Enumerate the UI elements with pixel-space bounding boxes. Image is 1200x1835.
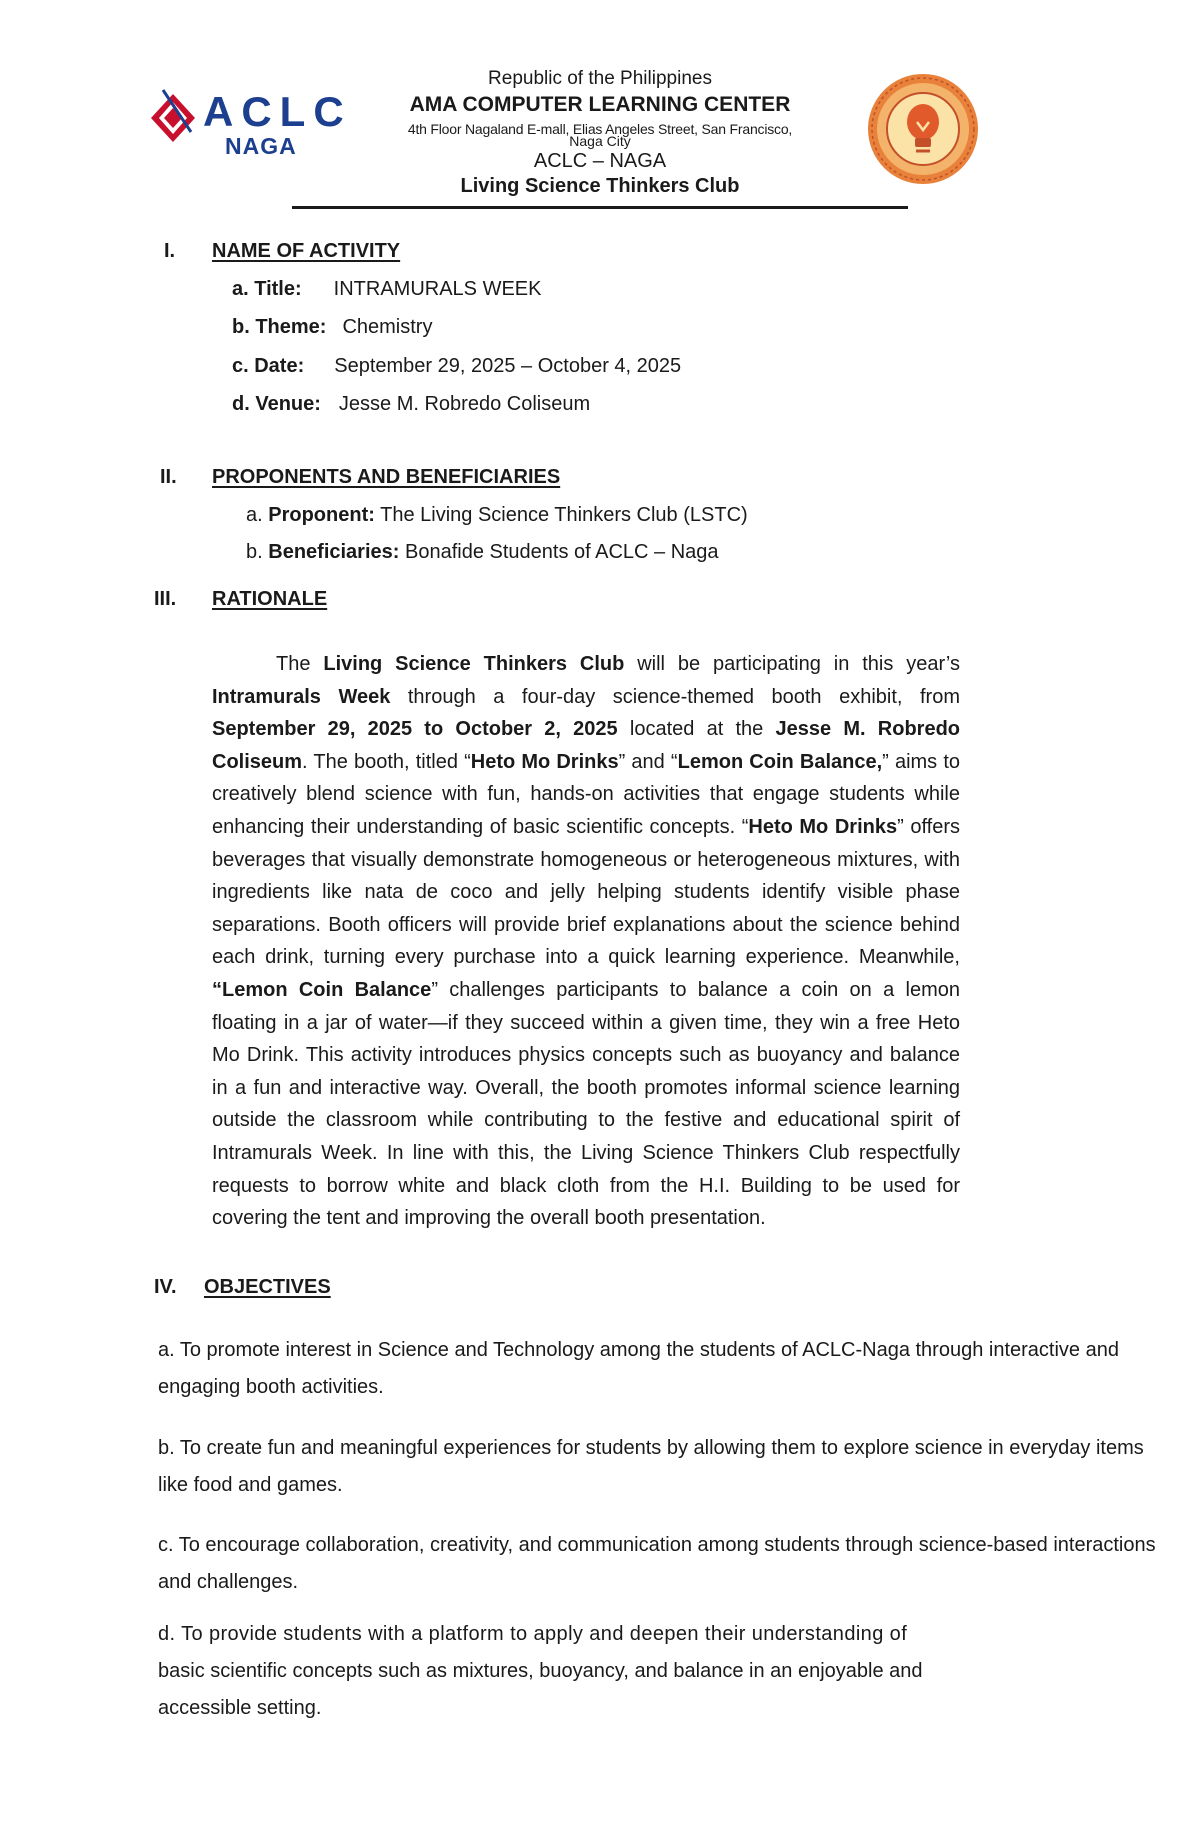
objective-c: c. To encourage collaboration, creativity, and communication among students through science-based interactions and challenges. bbox=[158, 1534, 1156, 1593]
activity-venue-value: Jesse M. Robredo Coliseum bbox=[338, 393, 591, 415]
beneficiaries-row bbox=[246, 541, 719, 564]
rationale-run: through a four-day science-themed booth exhibit, from bbox=[390, 685, 960, 708]
proponent-prefix: a. bbox=[246, 504, 269, 526]
activity-venue-label: d. Venue: bbox=[232, 393, 321, 415]
section-3-number: III. bbox=[154, 588, 177, 610]
section-1-title: NAME OF ACTIVITY bbox=[212, 240, 401, 262]
rationale-run: ” offers beverages that visually demonstrate homogeneous or heterogeneous mixtures, with ingredients like nata de coco and jelly helping students identify visible phase separations. Booth officers will provide brief explanations about the science behind each drink, turning every purchase into a quick learning experience. Meanwhile, bbox=[212, 815, 961, 969]
activity-title-row bbox=[232, 278, 541, 301]
rationale-run: Jesse M. Robredo Coliseum bbox=[212, 718, 961, 773]
objective-d-line-1: d. To provide students with a platform to apply and deepen their understanding of bbox=[158, 1623, 908, 1645]
logo-aclc-text: ACLC bbox=[203, 88, 352, 135]
activity-theme-value: Chemistry bbox=[342, 316, 433, 338]
objective-d-line-2: basic scientific concepts such as mixtures, buoyancy, and balance in an enjoyable and bbox=[158, 1660, 923, 1682]
activity-theme-row bbox=[232, 316, 432, 339]
objective-d bbox=[158, 1616, 1178, 1727]
club-seal-icon bbox=[866, 72, 980, 186]
rationale-run: . The booth, titled “ bbox=[302, 750, 471, 773]
objective-b: b. To create fun and meaningful experiences for students by allowing them to explore science in everyday items like food and games. bbox=[158, 1437, 1144, 1496]
objective-a: a. To promote interest in Science and Technology among the students of ACLC-Naga through interactive and engaging booth activities. bbox=[158, 1339, 1119, 1398]
rationale-run: located at the bbox=[617, 718, 776, 741]
rationale-run: Heto Mo Drinks bbox=[748, 815, 898, 838]
section-4-title: OBJECTIVES bbox=[204, 1276, 331, 1298]
proponent-value: The Living Science Thinkers Club (LSTC) bbox=[380, 504, 748, 526]
section-2-number: II. bbox=[160, 466, 177, 488]
institution-name: AMA COMPUTER LEARNING CENTER bbox=[409, 93, 791, 116]
rationale-run: September 29, 2025 to October 2, 2025 bbox=[212, 718, 618, 741]
activity-theme-label: b. Theme: bbox=[232, 316, 327, 338]
beneficiaries-prefix: b. bbox=[246, 541, 269, 563]
section-1-number: I. bbox=[164, 240, 176, 262]
activity-date-label: c. Date: bbox=[232, 355, 305, 377]
address-line-2: Naga City bbox=[569, 133, 631, 149]
logo-naga-text: NAGA bbox=[225, 133, 297, 159]
branch-name: ACLC – NAGA bbox=[533, 150, 667, 172]
republic-line: Republic of the Philippines bbox=[488, 68, 712, 89]
objective-d-line-3: accessible setting. bbox=[158, 1697, 322, 1719]
rationale-paragraph bbox=[212, 648, 960, 1235]
activity-date-row bbox=[232, 355, 681, 378]
address-line-1: 4th Floor Nagaland E-mall, Elias Angeles Street, San Francisco, bbox=[407, 121, 793, 137]
header-divider bbox=[292, 206, 908, 209]
rationale-run: The bbox=[276, 653, 324, 675]
proponent-label: Proponent: bbox=[268, 504, 375, 526]
section-3-title: RATIONALE bbox=[212, 588, 328, 610]
activity-date-value: September 29, 2025 – October 4, 2025 bbox=[334, 355, 682, 377]
rationale-run: ” and “ bbox=[618, 750, 678, 773]
rationale-run: Heto Mo Drinks bbox=[470, 750, 619, 773]
activity-title-label: a. Title: bbox=[232, 278, 302, 300]
activity-venue-row bbox=[232, 393, 590, 416]
rationale-run: ” challenges participants to balance a coin on a lemon floating in a jar of water—if they succeed within a given time, they win a free Heto Mo Drink. This activity introduces physics concepts such as buoyancy and balance in a fun and interactive way. Overall, the booth promotes informal science learning outside the classroom while contributing to the festive and educational spirit of Intramurals Week. In line with this, the Living Science Thinkers Club respectfully requests to borrow white and black cloth from the H.I. Building to be used for covering the tent and improving the overall booth presentation. bbox=[212, 978, 960, 1230]
beneficiaries-value: Bonafide Students of ACLC – Naga bbox=[404, 541, 719, 563]
rationale-run: Living Science Thinkers Club bbox=[323, 653, 625, 675]
rationale-run: ” aims to creatively blend science with fun, hands-on activities that engage students while enhancing their understanding of basic scientific concepts. “ bbox=[212, 750, 961, 838]
section-2-title: PROPONENTS AND BENEFICIARIES bbox=[212, 466, 561, 488]
rationale-text bbox=[212, 648, 960, 1235]
rationale-run: will be participating in this year’s bbox=[624, 653, 960, 675]
beneficiaries-label: Beneficiaries: bbox=[268, 541, 400, 563]
section-4-number: IV. bbox=[154, 1276, 177, 1298]
rationale-run: Lemon Coin Balance, bbox=[677, 750, 883, 773]
proponent-row bbox=[246, 504, 748, 527]
rationale-run: Intramurals Week bbox=[212, 685, 391, 708]
club-name: Living Science Thinkers Club bbox=[460, 175, 740, 197]
rationale-run: “Lemon Coin Balance bbox=[212, 978, 432, 1001]
activity-title-value: INTRAMURALS WEEK bbox=[333, 278, 542, 300]
